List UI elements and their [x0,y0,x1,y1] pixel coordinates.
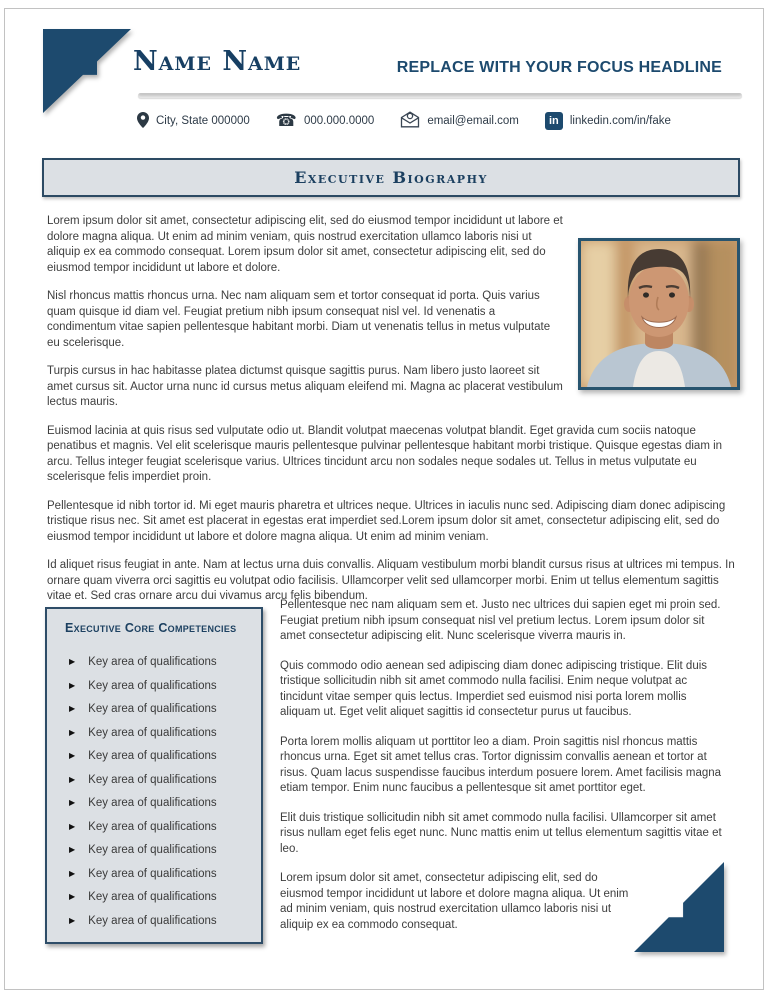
competency-item [69,655,251,669]
biography-paragraph: Pellentesque id nibh tortor id. Mi eget mauris pharetra et ultrices neque. Ultrices in iaculis nunc sed. Adipiscing diam donec adipiscing tristique risus nec. Sit amet est placerat in egestas erat imperdiet sed.Lorem ipsum dolor sit amet, consectetur adipiscing elit, sed do eiusmod tempor incididunt ut labore et dolore magna aliqua. Ut enim ad minim veniam. [47,499,726,543]
contact-email-text: email@email.com [427,115,519,127]
competency-item [69,749,251,763]
competency-item [69,820,251,834]
biography-paragraph: Euismod lacinia at quis risus sed vulputate odio ut. Blandit volutpat maecenas volutpat blandit. Eget gravida cum sociis natoque penatibus et magnis. Vel elit scelerisque mauris pellentesque pulvinar pellentesque habitant morbi tristique. Quisque egestas diam in arcu. Tellus integer feugiat scelerisque varius. Ultrices tincidunt arcu non sodales neque sodales ut. Tellus in metus vulputate eu scelerisque felis imperdiet proin. [47,424,723,483]
triangle-bullet-icon: ▶ [69,915,76,925]
competency-item [69,773,251,787]
contact-bar [137,111,671,131]
triangle-bullet-icon: ▶ [69,845,76,854]
contact-location [137,112,250,131]
competency-label: Key area of qualifications [88,656,217,668]
biography-section [47,214,740,618]
competency-label: Key area of qualifications [88,679,217,692]
right-column-paragraph: Pellentesque nec nam aliquam sem et. Justo nec ultrices dui sapien eget mi proin sed. Feugiat pretium nibh ipsum consequat nisl vel pretium lectus. Lorem ipsum dolor sit amet consectetur adipiscing elit. Nunc scelerisque viverra mauris in. [280,599,721,642]
contact-email [400,111,519,131]
competency-label: Key area of qualifications [88,891,217,903]
biography-paragraph: Lorem ipsum dolor sit amet, consectetur adipiscing elit, sed do eiusmod tempor incididunt ut labore et dolore magna aliqua. Ut enim ad minim veniam, quis nostrud exercitation ullamco laboris nisi ut aliquip ex ea commodo consequat. Lorem ipsum dolor sit amet, consectetur adipiscing elit, sed do eiusmod tempor incididunt ut labore et dolore. [47,215,563,274]
triangle-bullet-icon: ▶ [69,892,76,901]
header-divider [138,93,742,98]
competency-label: Key area of qualifications [88,820,217,833]
map-pin-icon [137,112,149,131]
biography-paragraph: Nisl rhoncus mattis rhoncus urna. Nec nam aliquam sem et tortor consequat id porta. Quis varius quam quisque id diam vel. Feugiat pretium nibh ipsum consequat nisl vel. Id venenatis a condimentum vitae sapien pellentesque habitant morbi. Diam ut venenatis tellus in metus vulputate eu scelerisque. [47,290,551,349]
triangle-bullet-icon: ▶ [69,704,76,713]
contact-linkedin [545,112,671,130]
corner-ribbon-top-left-icon [43,29,131,113]
triangle-bullet-icon: ▶ [69,751,76,760]
competencies-list [69,655,251,928]
contact-location-text: City, State 000000 [156,115,250,127]
biography-paragraph: Turpis cursus in hac habitasse platea dictumst quisque sagittis purus. Nam libero justo laoreet sit amet cursus sit. Auctor urna nunc id cursus metus aliquam eleifend mi. Magna ac placerat vestibulum lectus mauris. [47,365,563,408]
competency-label: Key area of qualifications [88,726,217,739]
triangle-bullet-icon: ▶ [69,868,76,878]
contact-phone [275,111,375,130]
biography-paragraph: Id aliquet risus feugiat in ante. Nam at lectus urna duis convallis. Aliquam vestibulum morbi blandit cursus risus at ultrices mi tempus. In ornare quam viverra orci sagittis eu volutpat odio facilisis. Ullamcorper velit sed ullamcorper morbi. Enim ut tellus elementum sagittis vitae et. Sed cras ornare arcu dui vivamus arcu felis bibendum. [47,559,735,602]
competency-label: Key area of qualifications [88,773,217,786]
competency-item [69,914,251,928]
triangle-bullet-icon: ▶ [69,680,76,690]
right-column [280,598,723,947]
candidate-name: Name Name [133,46,302,77]
triangle-bullet-icon: ▶ [69,821,76,831]
competency-item [69,843,251,857]
competency-label: Key area of qualifications [88,750,217,762]
competency-item [69,679,251,693]
competency-label: Key area of qualifications [88,867,217,880]
right-column-paragraph: Elit duis tristique sollicitudin nibh sit amet commodo nulla facilisi. Ullamcorper sit amet risus nullam eget felis eget nunc. Nunc mattis enim ut tellus elementum sagittis vitae et leo. [280,811,722,855]
competency-item [69,726,251,740]
competency-item [69,702,251,716]
competency-item [69,867,251,881]
envelope-icon [400,111,420,131]
triangle-bullet-icon: ▶ [69,657,76,666]
contact-linkedin-text: linkedin.com/in/fake [569,115,671,127]
competency-label: Key area of qualifications [88,703,217,715]
competencies-title: Executive Core Competencies [65,621,237,635]
competency-label: Key area of qualifications [88,914,217,927]
linkedin-icon: in [545,112,563,130]
triangle-bullet-icon: ▶ [69,774,76,784]
section-banner [42,158,740,197]
right-column-paragraph: Lorem ipsum dolor sit amet, consectetur adipiscing elit, sed do eiusmod tempor incididunt ut labore et dolore magna aliqua. Ut enim ad minim veniam, quis nostrud exercitation ullamco laboris nisi ut aliquip ex ea commodo consequat. [280,872,629,931]
competencies-panel [45,607,263,944]
telephone-icon: ☎ [275,111,297,130]
competency-item [69,890,251,904]
competency-label: Key area of qualifications [88,797,217,809]
competency-item [69,796,251,810]
triangle-bullet-icon: ▶ [69,727,76,737]
focus-headline: REPLACE WITH YOUR FOCUS HEADLINE [396,59,722,76]
section-title: Executive Biography [294,168,488,187]
triangle-bullet-icon: ▶ [69,798,76,807]
right-column-paragraph: Porta lorem mollis aliquam ut porttitor leo a diam. Proin sagittis nisl rhoncus mattis rhoncus urna. Eget sit amet tellus cras. Tortor dignissim convallis aenean et tortor at risus. Quam lacus suspendisse faucibus interdum posuere lorem. Amet facilisis magna etiam tempor. Enim nunc faucibus a pellentesque sit amet porttitor eget. [280,735,722,794]
competency-label: Key area of qualifications [88,844,217,856]
headshot-photo [578,238,740,390]
right-column-paragraph: Quis commodo odio aenean sed adipiscing diam donec adipiscing tristique. Elit duis tristique sollicitudin nibh sit amet commodo nulla facilisi. Enim neque volutpat ac tincidunt vitae semper quis lectus. Imperdiet sed euismod nisi porta lorem mollis aliquam ut. Eget velit aliquet sagittis id consectetur purus ut faucibus. [280,659,708,718]
contact-phone-text: 000.000.0000 [303,115,375,127]
